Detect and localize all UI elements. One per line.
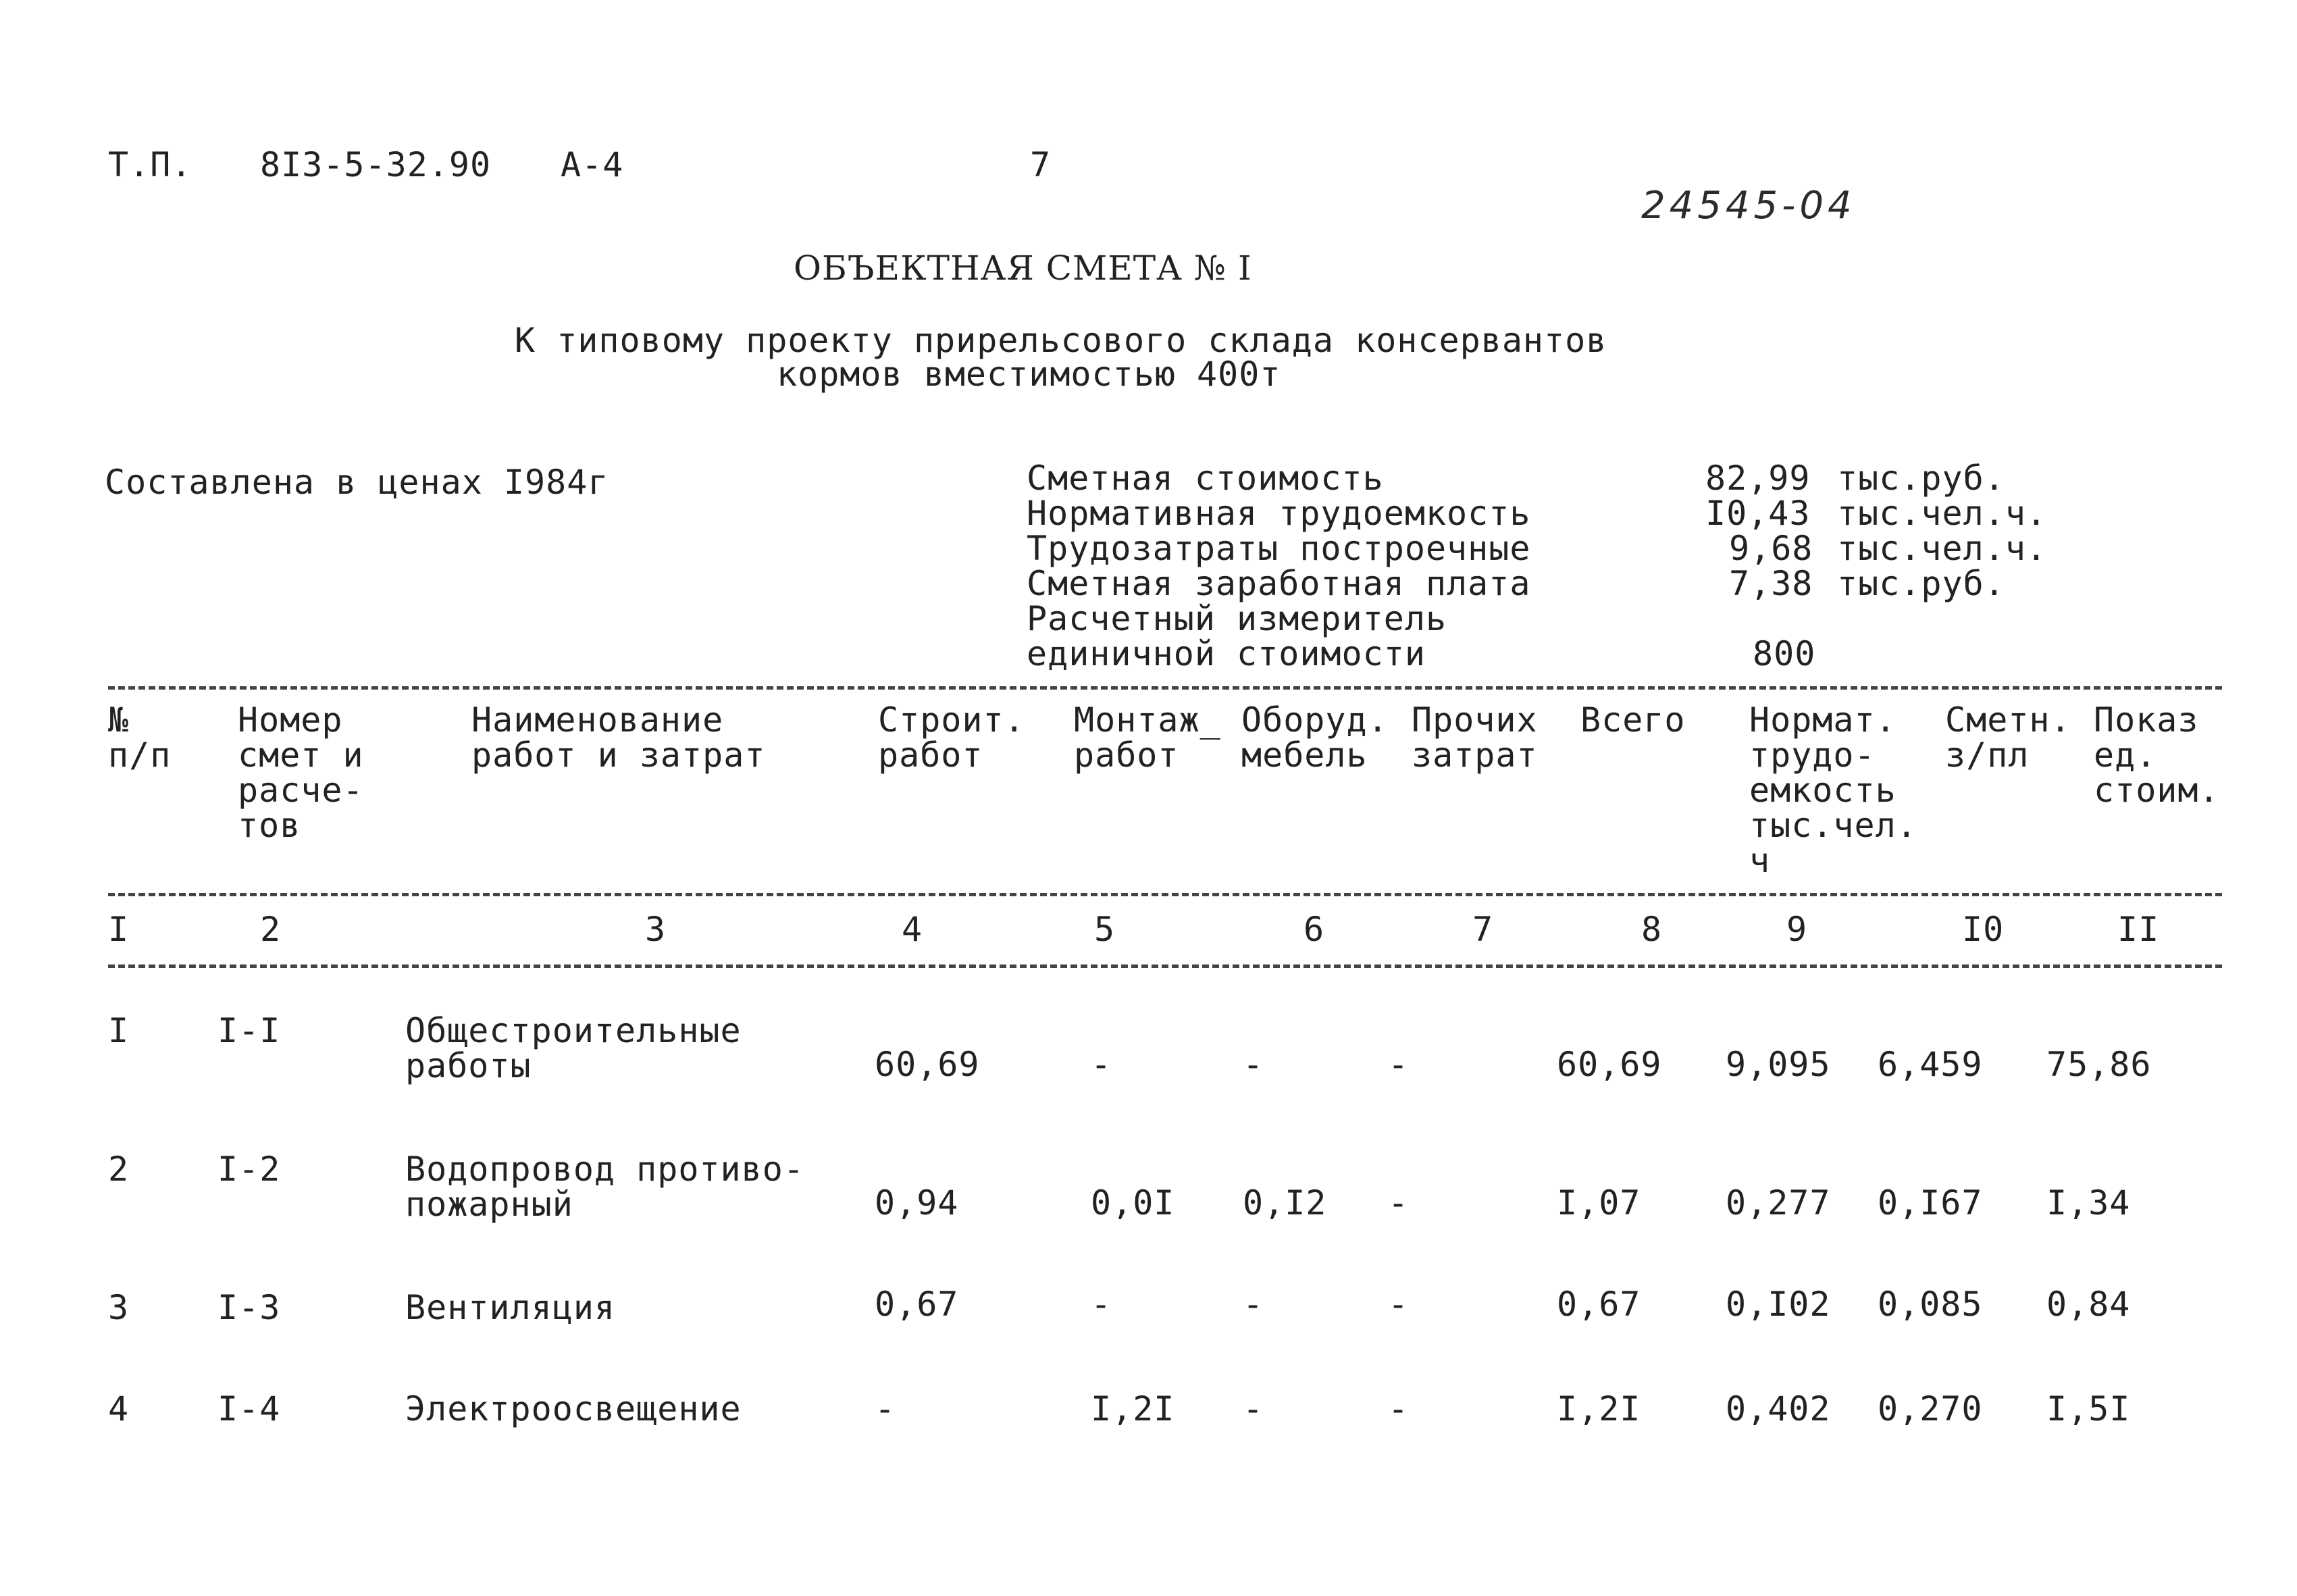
row-estimate-number: I-3 [217, 1288, 281, 1327]
header-cell-wages: Сметн. з/пл [1945, 700, 2071, 775]
header-cell-num: № п/п [108, 700, 172, 775]
row-installation: 0,0I [1091, 1183, 1175, 1222]
row-installation: - [1091, 1045, 1112, 1084]
row-name: Электроосвещение [405, 1389, 742, 1428]
header-cell-construction: Строит. работ [878, 700, 1025, 775]
summary-value: 800 [1753, 634, 1816, 673]
table-rule-mid [108, 893, 2222, 896]
column-number: 5 [1094, 910, 1116, 949]
column-number: 7 [1472, 910, 1494, 949]
header-cell-total: Всего [1580, 700, 1686, 740]
summary-label: Сметная заработная плата [1027, 564, 1531, 603]
header-cell-equipment: Оборуд. мебель [1241, 700, 1389, 775]
column-number: 8 [1641, 910, 1663, 949]
row-unit-cost: I,34 [2046, 1183, 2131, 1222]
column-number: I [108, 910, 130, 949]
row-unit-cost: 75,86 [2046, 1045, 2152, 1084]
row-equipment: - [1243, 1389, 1264, 1428]
row-number: 3 [108, 1288, 130, 1327]
header-cell-estimate-number: Номер смет и расче- тов [238, 700, 364, 845]
row-total: I,2I [1557, 1389, 1641, 1428]
row-construction: 0,94 [875, 1183, 959, 1222]
row-labor: 0,402 [1726, 1389, 1831, 1428]
column-number: 4 [902, 910, 923, 949]
column-number: 6 [1304, 910, 1325, 949]
row-installation: I,2I [1091, 1389, 1175, 1428]
summary-unit: тыс.чел.ч. [1837, 494, 2048, 533]
row-wages: 6,459 [1878, 1045, 1983, 1084]
row-estimate-number: I-I [217, 1011, 281, 1050]
handwritten-number: 24545-04 [1641, 184, 1856, 228]
subtitle-line-2: кормов вместимостью 400т [777, 355, 1281, 394]
page-number: 7 [1030, 145, 1052, 184]
row-labor: 9,095 [1726, 1045, 1831, 1084]
row-wages: 0,I67 [1878, 1183, 1983, 1222]
row-other: - [1388, 1045, 1410, 1084]
album-code: А-4 [561, 145, 624, 184]
project-code: 8I3-5-32.90 [260, 145, 492, 184]
header-cell-name: Наименование работ и затрат [471, 700, 766, 775]
summary-label: Расчетный измеритель [1027, 599, 1447, 638]
header-cell-labor: Нормат. трудо- емкость тыс.чел. ч [1749, 700, 1917, 880]
column-number: 9 [1786, 910, 1808, 949]
summary-unit: тыс.руб. [1837, 459, 2005, 498]
row-total: 0,67 [1557, 1285, 1641, 1324]
row-name: Вентиляция [405, 1288, 616, 1327]
header-cell-unit-cost: Показ ед. стоим. [2094, 700, 2220, 810]
row-installation: - [1091, 1285, 1112, 1324]
row-total: I,07 [1557, 1183, 1641, 1222]
row-construction: 60,69 [875, 1045, 980, 1084]
row-labor: 0,277 [1726, 1183, 1831, 1222]
row-equipment: - [1243, 1285, 1264, 1324]
subtitle-line-1: К типовому проекту прирельсового склада консервантов [515, 321, 1607, 360]
row-name: Общестроительные работы [405, 1011, 742, 1085]
column-number: 3 [645, 910, 667, 949]
row-total: 60,69 [1557, 1045, 1662, 1084]
row-unit-cost: 0,84 [2046, 1285, 2131, 1324]
summary-label: Трудозатраты построечные [1027, 529, 1531, 568]
summary-label: Нормативная трудоемкость [1027, 494, 1531, 533]
row-equipment: 0,I2 [1243, 1183, 1327, 1222]
row-other: - [1388, 1183, 1410, 1222]
summary-label: единичной стоимости [1027, 634, 1426, 673]
table-rule-bottom [108, 964, 2222, 968]
table-rule-top [108, 686, 2222, 690]
row-wages: 0,085 [1878, 1285, 1983, 1324]
row-number: 4 [108, 1389, 130, 1428]
row-other: - [1388, 1285, 1410, 1324]
prices-note: Составлена в ценах I984г [105, 463, 609, 502]
summary-value: 82,99 [1705, 459, 1811, 498]
row-wages: 0,270 [1878, 1389, 1983, 1428]
row-name: Водопровод противо- пожарный [405, 1150, 804, 1224]
summary-unit: тыс.руб. [1837, 564, 2005, 603]
row-number: I [108, 1011, 130, 1050]
row-number: 2 [108, 1150, 130, 1189]
header-cell-other: Прочих затрат [1412, 700, 1538, 775]
tp-label: Т.П. [108, 145, 192, 184]
header-cell-installation: Монтаж_ работ [1074, 700, 1221, 775]
row-unit-cost: I,5I [2046, 1389, 2131, 1428]
row-estimate-number: I-2 [217, 1150, 281, 1189]
summary-label: Сметная стоимость [1027, 459, 1384, 498]
row-equipment: - [1243, 1045, 1264, 1084]
row-construction: - [875, 1389, 896, 1428]
document-title: ОБЪЕКТНАЯ СМЕТА № I [794, 249, 1252, 288]
column-number: 2 [260, 910, 282, 949]
column-number: II [2117, 910, 2160, 949]
row-estimate-number: I-4 [217, 1389, 281, 1428]
summary-unit: тыс.чел.ч. [1837, 529, 2048, 568]
column-number: I0 [1962, 910, 2005, 949]
summary-value: 9,68 [1729, 529, 1813, 568]
row-labor: 0,I02 [1726, 1285, 1831, 1324]
summary-value: I0,43 [1705, 494, 1811, 533]
row-other: - [1388, 1389, 1410, 1428]
summary-value: 7,38 [1729, 564, 1813, 603]
row-construction: 0,67 [875, 1285, 959, 1324]
